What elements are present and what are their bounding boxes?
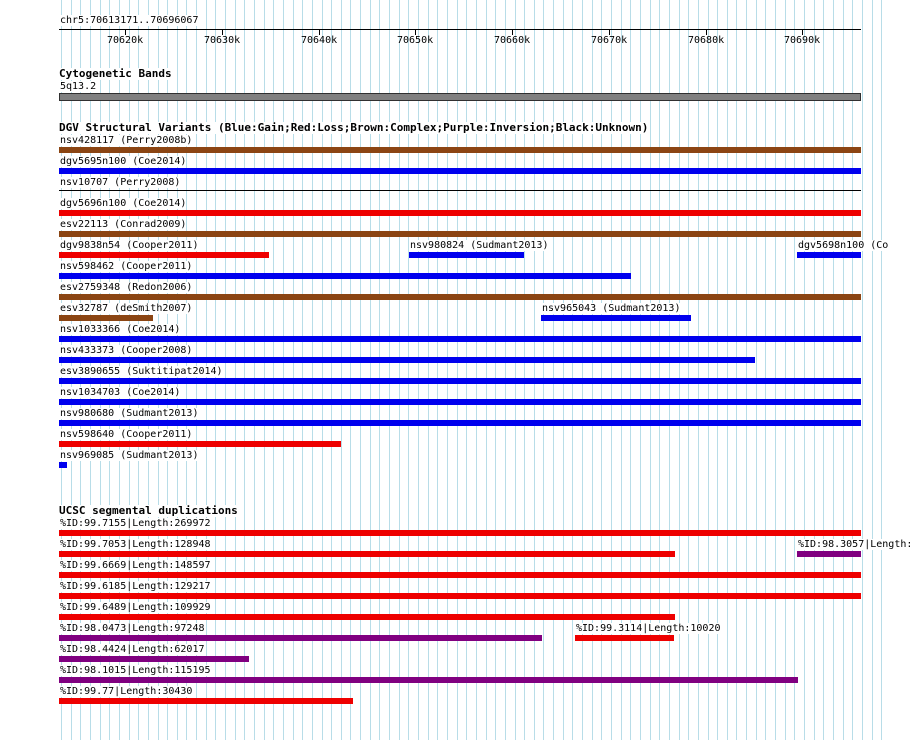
feature-bar[interactable]: [59, 273, 631, 279]
feature-label: %ID:99.3114|Length:10020: [576, 623, 721, 634]
feature-label: nsv969085 (Sudmant2013): [60, 450, 199, 461]
feature-label: %ID:98.4424|Length:62017: [60, 644, 205, 655]
ruler-tick-label: 70630k: [204, 35, 241, 46]
feature-bar[interactable]: [541, 315, 691, 321]
feature-label: %ID:99.7155|Length:269972: [60, 518, 211, 529]
feature-bar[interactable]: [59, 420, 861, 426]
ruler-tick-label: 70670k: [591, 35, 628, 46]
feature-bar[interactable]: [59, 357, 755, 363]
dgv-track-title: DGV Structural Variants (Blue:Gain;Red:Loss;Brown:Complex;Purple:Inversion;Black:Unknown): [59, 121, 649, 134]
feature-label: %ID:99.6489|Length:109929: [60, 602, 211, 613]
feature-bar[interactable]: [575, 635, 674, 641]
feature-label: dgv9838n54 (Cooper2011): [60, 240, 199, 251]
feature-bar[interactable]: [59, 635, 542, 641]
feature-label: dgv5696n100 (Coe2014): [60, 198, 187, 209]
feature-bar[interactable]: [59, 168, 861, 174]
feature-label: dgv5698n100 (Co: [798, 240, 889, 251]
feature-bar[interactable]: [59, 147, 861, 153]
feature-label: nsv598640 (Cooper2011): [60, 429, 193, 440]
feature-label: %ID:98.0473|Length:97248: [60, 623, 205, 634]
feature-bar[interactable]: [797, 252, 861, 258]
feature-bar[interactable]: [59, 677, 798, 683]
feature-label: nsv598462 (Cooper2011): [60, 261, 193, 272]
cytoband-bar[interactable]: [59, 93, 861, 101]
feature-bar[interactable]: [59, 294, 861, 300]
feature-label: nsv1033366 (Coe2014): [60, 324, 181, 335]
feature-label: nsv433373 (Cooper2008): [60, 345, 193, 356]
feature-label: %ID:99.7053|Length:128948: [60, 539, 211, 550]
feature-label: esv22113 (Conrad2009): [60, 219, 187, 230]
cytoband-label: 5q13.2: [60, 81, 97, 92]
ruler-tick-label: 70650k: [397, 35, 434, 46]
segdup-track-title: UCSC segmental duplications: [59, 504, 238, 517]
ruler-tick-label: 70640k: [301, 35, 338, 46]
ruler-tick-label: 70690k: [784, 35, 821, 46]
feature-bar[interactable]: [59, 551, 675, 557]
feature-label: nsv980680 (Sudmant2013): [60, 408, 199, 419]
ruler-tick-label: 70660k: [494, 35, 531, 46]
feature-label: %ID:99.77|Length:30430: [60, 686, 193, 697]
feature-bar[interactable]: [59, 315, 153, 321]
feature-label: %ID:98.3057|Length:: [798, 539, 912, 550]
feature-label: nsv10707 (Perry2008): [60, 177, 181, 188]
feature-label: esv3890655 (Suktitipat2014): [60, 366, 223, 377]
feature-bar[interactable]: [59, 614, 675, 620]
feature-bar[interactable]: [59, 378, 861, 384]
feature-bar[interactable]: [59, 656, 249, 662]
feature-label: nsv965043 (Sudmant2013): [542, 303, 681, 314]
feature-label: nsv980824 (Sudmant2013): [410, 240, 549, 251]
feature-bar[interactable]: [59, 399, 861, 405]
feature-bar[interactable]: [59, 698, 353, 704]
ruler-tick-label: 70620k: [107, 35, 144, 46]
feature-bar[interactable]: [59, 252, 269, 258]
feature-bar[interactable]: [409, 252, 524, 258]
cytoband-track-title: Cytogenetic Bands: [59, 67, 172, 80]
feature-bar[interactable]: [59, 441, 341, 447]
feature-label: nsv428117 (Perry2008b): [60, 135, 193, 146]
feature-label: %ID:99.6669|Length:148597: [60, 560, 211, 571]
feature-bar[interactable]: [59, 572, 861, 578]
feature-label: %ID:99.6185|Length:129217: [60, 581, 211, 592]
locus-label: chr5:70613171..70696067: [60, 15, 199, 26]
feature-bar[interactable]: [59, 210, 861, 216]
feature-label: nsv1034703 (Coe2014): [60, 387, 181, 398]
feature-label: esv2759348 (Redon2006): [60, 282, 193, 293]
feature-label: dgv5695n100 (Coe2014): [60, 156, 187, 167]
feature-bar[interactable]: [797, 551, 861, 557]
ruler-tick-label: 70680k: [688, 35, 725, 46]
feature-label: %ID:98.1015|Length:115195: [60, 665, 211, 676]
feature-bar[interactable]: [59, 231, 861, 237]
feature-bar[interactable]: [59, 530, 861, 536]
feature-bar[interactable]: [59, 462, 67, 468]
feature-bar[interactable]: [59, 190, 861, 191]
ruler-axis: [59, 29, 861, 30]
feature-label: esv32787 (deSmith2007): [60, 303, 193, 314]
feature-bar[interactable]: [59, 336, 861, 342]
feature-bar[interactable]: [59, 593, 861, 599]
